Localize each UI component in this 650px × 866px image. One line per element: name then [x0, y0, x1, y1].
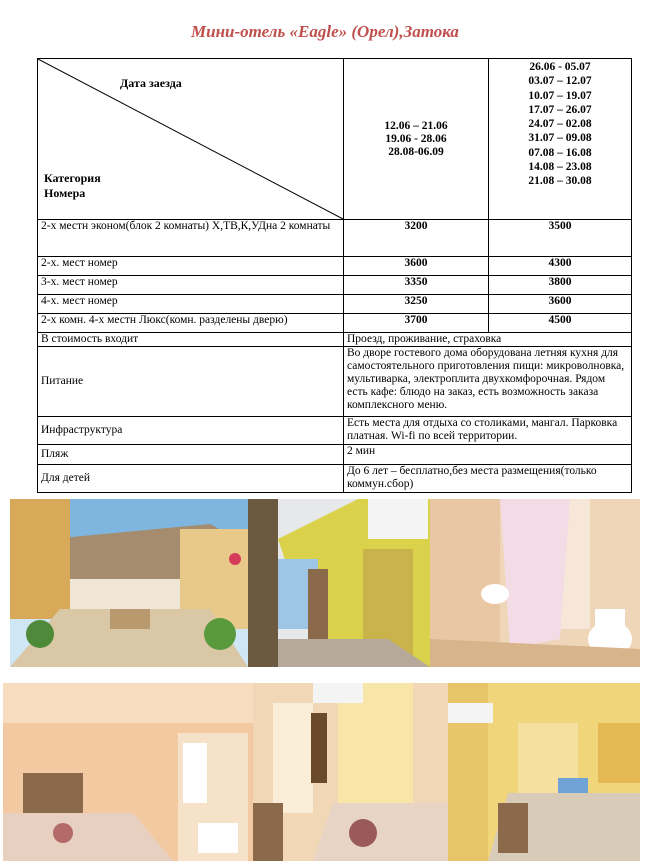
header-diagonal-cell [38, 59, 344, 220]
period2-dates: 26.06 - 05.07 03.07 – 12.07 10.07 – 19.07 17.07 – 26.07 24.07 – 02.08 31.07 – 09.08 07.08 – 16.08 14.08 – 23.08 21.08 – 30.08 [489, 59, 632, 220]
bedroom-photo-1 [3, 683, 253, 861]
info-label: Инфраструктура [38, 417, 344, 445]
table-row [38, 276, 632, 295]
price-period1: 3250 [344, 295, 489, 314]
price-period2: 3800 [489, 276, 632, 295]
price-table [37, 58, 632, 493]
table-row [38, 220, 632, 257]
bathroom-photo [430, 499, 640, 667]
price-period2: 4500 [489, 314, 632, 333]
price-period1: 3600 [344, 257, 489, 276]
page-title: Мини-отель «Eagle» (Орел),Затока [191, 22, 459, 41]
table-row [38, 314, 632, 333]
info-row [38, 445, 632, 465]
info-row [38, 465, 632, 493]
table-row [38, 257, 632, 276]
info-label: Пляж [38, 445, 344, 465]
price-period2: 4300 [489, 257, 632, 276]
info-row [38, 347, 632, 417]
date-label: Дата заезда [120, 76, 182, 90]
info-value: До 6 лет – бесплатно,без места размещения(только коммун.сбор) [344, 465, 632, 493]
info-value: Проезд, проживание, страховка [344, 333, 632, 347]
room-name: 2-х комн. 4-х местн Люкс(комн. разделены дверю) [38, 314, 344, 333]
table-header-row [38, 59, 632, 220]
bedroom-photo-3 [448, 683, 640, 861]
bedroom-photo-2 [253, 683, 448, 861]
info-value: Во дворе гостевого дома оборудована летняя кухня для самостоятельного приготовления пищи: микроволновка, мультиварка, электроплита двухкомфорочная. Рядом есть кафе: блюдо на заказ, есть возможность заказа комплексного меню. [344, 347, 632, 417]
room-name: 4-х. мест номер [38, 295, 344, 314]
info-label: В стоимость входит [38, 333, 344, 347]
info-value: 2 мин [344, 445, 632, 465]
category-label: Категория Номера [44, 171, 101, 200]
info-label: Питание [38, 347, 344, 417]
table-row [38, 295, 632, 314]
price-period1: 3350 [344, 276, 489, 295]
info-value: Есть места для отдыха со столиками, мангал. Парковка платная. Wi-fi по всей территории. [344, 417, 632, 445]
info-row [38, 417, 632, 445]
info-row [38, 333, 632, 347]
terrace-photo [248, 499, 430, 667]
room-name: 2-х. мест номер [38, 257, 344, 276]
info-label: Для детей [38, 465, 344, 493]
room-name: 3-х. мест номер [38, 276, 344, 295]
period1-dates: 12.06 – 21.06 19.06 - 28.06 28.08-06.09 [344, 59, 489, 220]
room-name: 2-х местн эконом(блок 2 комнаты) Х,ТВ,К,УДна 2 комнаты [38, 220, 344, 257]
price-period1: 3700 [344, 314, 489, 333]
price-period2: 3600 [489, 295, 632, 314]
courtyard-photo [10, 499, 248, 667]
price-period1: 3200 [344, 220, 489, 257]
price-period2: 3500 [489, 220, 632, 257]
